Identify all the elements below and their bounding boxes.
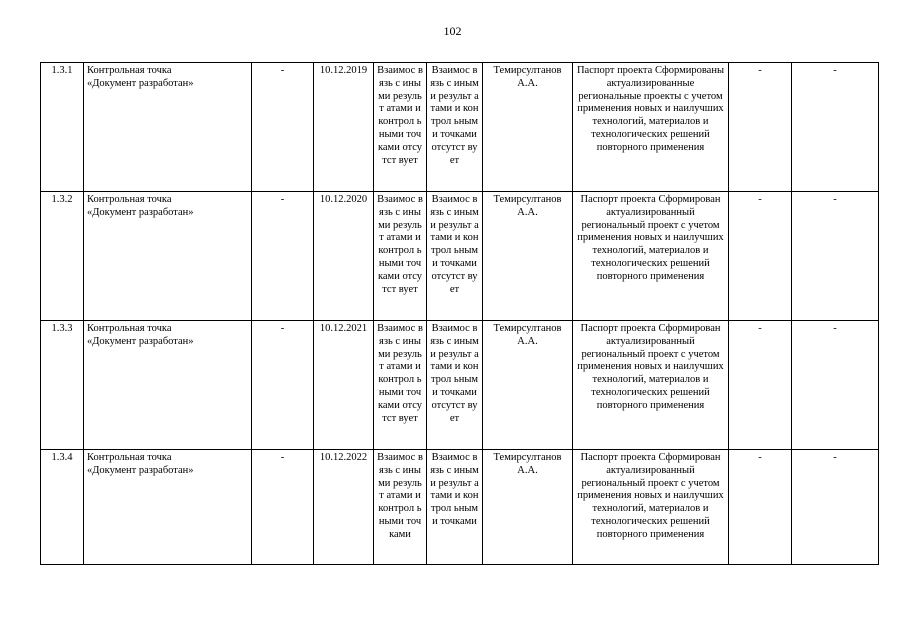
checkpoint-name bbox=[84, 192, 252, 321]
end-date-cell: 10.12.2022 bbox=[314, 450, 374, 565]
document-cell: Паспорт проекта Сформированы актуализированные региональные проекты с учетом применения новых и наилучших технологий, материалов и технологических решений повторного применения bbox=[573, 63, 729, 192]
start-date-cell: - bbox=[252, 63, 314, 192]
row-number: 1.3.1 bbox=[41, 63, 84, 192]
start-date-cell: - bbox=[252, 450, 314, 565]
document-cell: Паспорт проекта Сформирован актуализированный региональный проект с учетом применения новых и наилучших технологий, материалов и технологических решений повторного применения bbox=[573, 321, 729, 450]
checkpoint-name-line1: Контрольная точка bbox=[87, 452, 172, 463]
table-row bbox=[41, 63, 879, 192]
relation-cell-2: Взаимос вязь с иными результ атами и контрол ьными точками bbox=[427, 450, 483, 565]
relation-cell-2: Взаимос вязь с иными результ атами и контрол ьными точками отсутст вует bbox=[427, 192, 483, 321]
checkpoint-name-line2: «Документ разработан» bbox=[87, 206, 194, 218]
checkpoint-name bbox=[84, 321, 252, 450]
note-cell: - bbox=[792, 63, 879, 192]
responsible-cell: Темирсултанов А.А. bbox=[483, 192, 573, 321]
end-date-cell: 10.12.2019 bbox=[314, 63, 374, 192]
level-cell: - bbox=[729, 192, 792, 321]
responsible-cell: Темирсултанов А.А. bbox=[483, 63, 573, 192]
table-row bbox=[41, 192, 879, 321]
responsible-cell: Темирсултанов А.А. bbox=[483, 321, 573, 450]
page-number: 102 bbox=[443, 24, 462, 38]
relation-cell-1: Взаимос вязь с иными результ атами и контрол ьными точками bbox=[374, 450, 427, 565]
end-date-cell: 10.12.2020 bbox=[314, 192, 374, 321]
note-cell: - bbox=[792, 192, 879, 321]
level-cell: - bbox=[729, 63, 792, 192]
row-number: 1.3.4 bbox=[41, 450, 84, 565]
level-cell: - bbox=[729, 450, 792, 565]
relation-cell-1: Взаимос вязь с иными результ атами и контрол ьными точками отсутст вует bbox=[374, 192, 427, 321]
checkpoint-name-line2: «Документ разработан» bbox=[87, 77, 194, 89]
start-date-cell: - bbox=[252, 192, 314, 321]
table-row bbox=[41, 321, 879, 450]
control-points-table bbox=[40, 62, 879, 565]
table-row bbox=[41, 450, 879, 565]
row-number: 1.3.3 bbox=[41, 321, 84, 450]
document-cell: Паспорт проекта Сформирован актуализированный региональный проект с учетом применения новых и наилучших технологий, материалов и технологических решений повторного применения bbox=[573, 450, 729, 565]
relation-cell-2: Взаимос вязь с иными результ атами и контрол ьными точками отсутст вует bbox=[427, 63, 483, 192]
checkpoint-name-line1: Контрольная точка bbox=[87, 65, 172, 76]
row-number: 1.3.2 bbox=[41, 192, 84, 321]
end-date-cell: 10.12.2021 bbox=[314, 321, 374, 450]
relation-cell-2: Взаимос вязь с иными результ атами и контрол ьными точками отсутст вует bbox=[427, 321, 483, 450]
checkpoint-name-line2: «Документ разработан» bbox=[87, 464, 194, 476]
checkpoint-name-line2: «Документ разработан» bbox=[87, 335, 194, 347]
relation-cell-1: Взаимос вязь с иными результ атами и контрол ьными точками отсутст вует bbox=[374, 63, 427, 192]
document-cell: Паспорт проекта Сформирован актуализированный региональный проект с учетом применения новых и наилучших технологий, материалов и технологических решений повторного применения bbox=[573, 192, 729, 321]
level-cell: - bbox=[729, 321, 792, 450]
start-date-cell: - bbox=[252, 321, 314, 450]
relation-cell-1: Взаимос вязь с иными результ атами и контрол ьными точками отсутст вует bbox=[374, 321, 427, 450]
checkpoint-name-line1: Контрольная точка bbox=[87, 194, 172, 205]
checkpoint-name bbox=[84, 63, 252, 192]
note-cell: - bbox=[792, 450, 879, 565]
checkpoint-name-line1: Контрольная точка bbox=[87, 323, 172, 334]
responsible-cell: Темирсултанов А.А. bbox=[483, 450, 573, 565]
note-cell: - bbox=[792, 321, 879, 450]
checkpoint-name bbox=[84, 450, 252, 565]
